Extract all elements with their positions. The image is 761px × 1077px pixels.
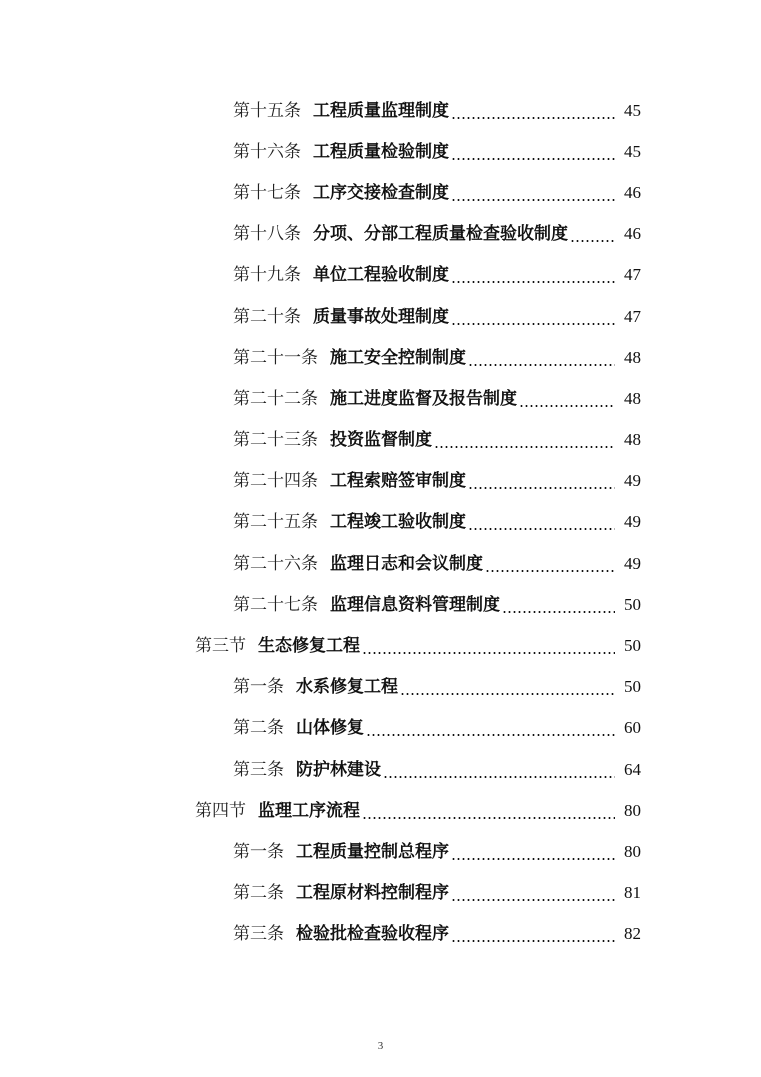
toc-entry-page: 49: [624, 471, 641, 491]
toc-entry-title: 工程质量监理制度: [313, 100, 449, 121]
toc-entry-page: 50: [624, 677, 641, 697]
toc-entry-page: 48: [624, 347, 641, 367]
toc-entry-title: 单位工程验收制度: [313, 265, 449, 286]
toc-entry-page: 46: [624, 182, 641, 202]
toc-entry-number: 第三条: [233, 924, 284, 945]
toc-entry-number: 第二十条: [233, 306, 301, 327]
toc-entry-page: 64: [624, 759, 641, 779]
toc-entry-title: 投资监督制度: [330, 430, 432, 451]
toc-entry[interactable]: [0, 749, 761, 790]
toc-section-entry[interactable]: [0, 625, 761, 666]
toc-entry[interactable]: [0, 296, 761, 337]
toc-entry-title: 施工安全控制制度: [330, 347, 466, 368]
toc-entry-title: 工程质量检验制度: [313, 141, 449, 162]
dot-leader: [451, 265, 615, 285]
toc-entry-title: 监理日志和会议制度: [330, 553, 483, 574]
toc-entry-page: 50: [624, 594, 641, 614]
toc-entry-number: 第二十三条: [233, 430, 318, 451]
toc-entry[interactable]: [0, 172, 761, 213]
toc-entry[interactable]: [0, 90, 761, 131]
toc-entry-number: 第二十二条: [233, 388, 318, 409]
toc-entry-title: 分项、分部工程质量检查验收制度: [313, 224, 568, 245]
toc-entry-number: 第十六条: [233, 141, 301, 162]
toc-entry-page: 82: [624, 924, 641, 944]
toc-entry[interactable]: [0, 378, 761, 419]
toc-entry-title: 检验批检查验收程序: [296, 924, 449, 945]
toc-entry[interactable]: [0, 873, 761, 914]
toc-entry-page: 81: [624, 883, 641, 903]
toc-entry-title: 监理工序流程: [258, 800, 360, 821]
dot-leader: [468, 512, 615, 532]
toc-entry-title: 工程竣工验收制度: [330, 512, 466, 533]
dot-leader: [570, 224, 615, 244]
toc-entry-title: 水系修复工程: [296, 677, 398, 698]
dot-leader: [468, 348, 615, 368]
toc-entry-page: 48: [624, 388, 641, 408]
toc-entry-title: 生态修复工程: [258, 636, 360, 657]
toc-entry-page: 80: [624, 841, 641, 861]
toc-entry[interactable]: [0, 214, 761, 255]
toc-entry[interactable]: [0, 420, 761, 461]
dot-leader: [451, 307, 615, 327]
toc-entry-number: 第三节: [195, 636, 246, 657]
toc-entry-number: 第十八条: [233, 224, 301, 245]
dot-leader: [400, 677, 615, 697]
toc-entry-number: 第二十六条: [233, 553, 318, 574]
toc-entry-page: 60: [624, 718, 641, 738]
dot-leader: [383, 760, 615, 780]
toc-entry-title: 工程索赔签审制度: [330, 471, 466, 492]
toc-entry[interactable]: [0, 461, 761, 502]
toc-entry-number: 第二十四条: [233, 471, 318, 492]
toc-entry-page: 49: [624, 553, 641, 573]
dot-leader: [366, 718, 615, 738]
dot-leader: [362, 801, 615, 821]
toc-entry[interactable]: [0, 584, 761, 625]
toc-entry-number: 第十五条: [233, 100, 301, 121]
toc-entry-number: 第二十五条: [233, 512, 318, 533]
toc-entry-page: 49: [624, 512, 641, 532]
toc-entry-number: 第一条: [233, 677, 284, 698]
toc-entry-number: 第十九条: [233, 265, 301, 286]
toc-entry-title: 工程质量控制总程序: [296, 841, 449, 862]
toc-entry-number: 第十七条: [233, 182, 301, 203]
toc-entry-number: 第三条: [233, 759, 284, 780]
toc-entry-title: 工程原材料控制程序: [296, 883, 449, 904]
toc-entry-title: 施工进度监督及报告制度: [330, 388, 517, 409]
toc-entry[interactable]: [0, 543, 761, 584]
toc-entry-page: 47: [624, 265, 641, 285]
dot-leader: [451, 101, 615, 121]
dot-leader: [451, 842, 615, 862]
toc-entry-title: 山体修复: [296, 718, 364, 739]
dot-leader: [451, 142, 615, 162]
page-number: 3: [377, 1040, 384, 1052]
toc-entry-page: 50: [624, 636, 641, 656]
table-of-contents: [0, 90, 761, 955]
toc-entry[interactable]: [0, 914, 761, 955]
dot-leader: [451, 883, 615, 903]
toc-entry[interactable]: [0, 255, 761, 296]
toc-entry[interactable]: [0, 502, 761, 543]
dot-leader: [485, 554, 615, 574]
dot-leader: [519, 389, 615, 409]
toc-entry-page: 48: [624, 430, 641, 450]
toc-entry[interactable]: [0, 337, 761, 378]
toc-entry-page: 46: [624, 224, 641, 244]
toc-entry-title: 防护林建设: [296, 759, 381, 780]
toc-entry-title: 工序交接检查制度: [313, 182, 449, 203]
dot-leader: [362, 636, 615, 656]
dot-leader: [502, 595, 615, 615]
toc-section-entry[interactable]: [0, 790, 761, 831]
toc-entry-number: 第二十七条: [233, 594, 318, 615]
toc-entry-number: 第二条: [233, 718, 284, 739]
toc-entry[interactable]: [0, 131, 761, 172]
toc-entry-page: 80: [624, 800, 641, 820]
toc-entry-title: 监理信息资料管理制度: [330, 594, 500, 615]
dot-leader: [451, 924, 615, 944]
dot-leader: [434, 430, 615, 450]
toc-entry-title: 质量事故处理制度: [313, 306, 449, 327]
toc-entry[interactable]: [0, 708, 761, 749]
toc-entry-page: 47: [624, 306, 641, 326]
toc-entry[interactable]: [0, 831, 761, 872]
toc-entry-page: 45: [624, 141, 641, 161]
dot-leader: [468, 471, 615, 491]
toc-entry-number: 第四节: [195, 800, 246, 821]
toc-entry[interactable]: [0, 667, 761, 708]
dot-leader: [451, 183, 615, 203]
toc-entry-number: 第二条: [233, 883, 284, 904]
toc-entry-number: 第二十一条: [233, 347, 318, 368]
toc-entry-page: 45: [624, 100, 641, 120]
toc-entry-number: 第一条: [233, 841, 284, 862]
